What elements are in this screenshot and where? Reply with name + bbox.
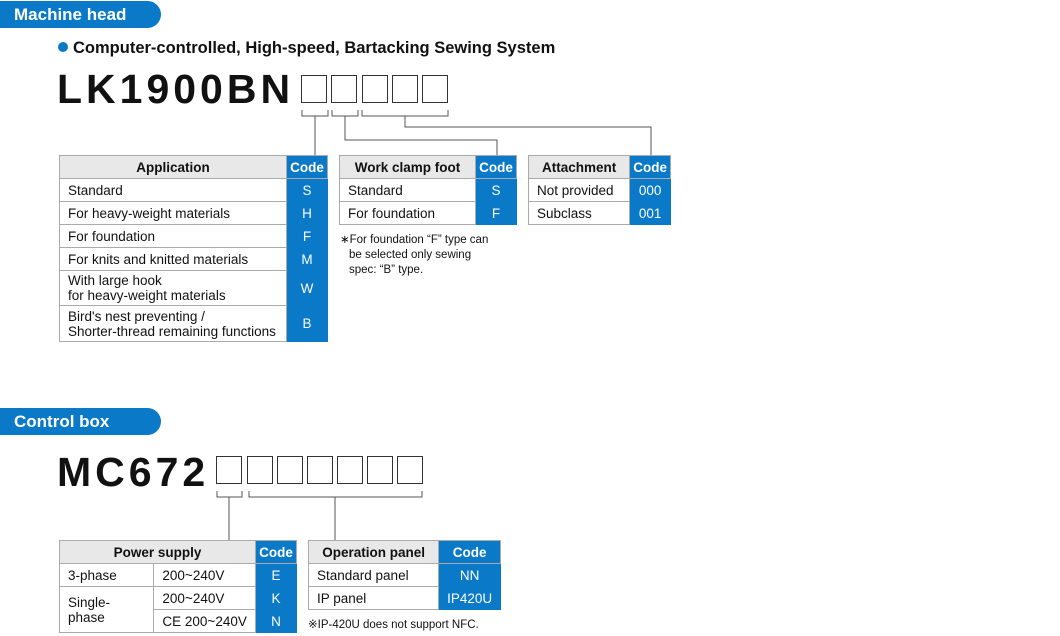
row-code: K bbox=[256, 587, 297, 610]
table-row bbox=[60, 587, 297, 610]
subtitle-text: Computer-controlled, High-speed, Bartacking Sewing System bbox=[73, 39, 556, 57]
row-label: Standard bbox=[340, 179, 476, 202]
code-box bbox=[301, 75, 327, 103]
code-box bbox=[337, 456, 363, 484]
row-label: For foundation bbox=[340, 202, 476, 225]
row-label: Subclass bbox=[529, 202, 630, 225]
code-box bbox=[422, 75, 448, 103]
section-label-machine-head: Machine head bbox=[0, 1, 161, 28]
row-code: M bbox=[287, 248, 328, 271]
work-clamp-note bbox=[340, 233, 488, 278]
table-row bbox=[60, 202, 328, 225]
row-label-line: With large hook bbox=[68, 273, 162, 288]
row-label: For heavy-weight materials bbox=[60, 202, 287, 225]
row-label: For foundation bbox=[60, 225, 287, 248]
attachment-header: Attachment bbox=[529, 156, 630, 179]
table-row bbox=[60, 179, 328, 202]
code-box bbox=[307, 456, 333, 484]
voltage-cell: 200~240V bbox=[154, 564, 256, 587]
row-code: N bbox=[256, 610, 297, 633]
model-lk1900bn: LK1900BN bbox=[57, 66, 295, 112]
row-label-line: Shorter-thread remaining functions bbox=[68, 323, 276, 339]
operation-panel-header: Operation panel bbox=[309, 541, 439, 564]
row-code: NN bbox=[439, 564, 501, 587]
row-code: 001 bbox=[630, 202, 671, 225]
code-box bbox=[367, 456, 393, 484]
code-header: Code bbox=[256, 541, 297, 564]
code-box bbox=[216, 456, 242, 484]
phase-cell: 3-phase bbox=[60, 564, 154, 587]
code-box bbox=[392, 75, 418, 103]
row-label-line: for heavy-weight materials bbox=[68, 288, 226, 303]
application-table bbox=[59, 155, 328, 342]
table-row bbox=[340, 179, 517, 202]
power-supply-header: Power supply bbox=[60, 541, 256, 564]
row-label: Standard panel bbox=[309, 564, 439, 587]
table-row bbox=[60, 248, 328, 271]
table-row bbox=[529, 179, 671, 202]
row-code: B bbox=[287, 306, 328, 342]
table-row bbox=[60, 306, 328, 342]
row-label: Standard bbox=[60, 179, 287, 202]
table-row bbox=[309, 587, 501, 610]
application-header: Application bbox=[60, 156, 287, 179]
row-label: For knits and knitted materials bbox=[60, 248, 287, 271]
model-mc672: MC672 bbox=[57, 449, 210, 495]
power-supply-table bbox=[59, 540, 297, 633]
table-row bbox=[309, 564, 501, 587]
code-header: Code bbox=[439, 541, 501, 564]
table-row bbox=[60, 225, 328, 248]
code-header: Code bbox=[630, 156, 671, 179]
code-box bbox=[331, 75, 357, 103]
code-header: Code bbox=[476, 156, 517, 179]
code-box bbox=[397, 456, 423, 484]
row-label: Not provided bbox=[529, 179, 630, 202]
row-code: W bbox=[287, 271, 328, 306]
code-box bbox=[247, 456, 273, 484]
work-clamp-header: Work clamp foot bbox=[340, 156, 476, 179]
phase-cell: Single-phase bbox=[60, 587, 154, 633]
row-code: S bbox=[476, 179, 517, 202]
bullet-icon bbox=[58, 42, 68, 52]
row-code: S bbox=[287, 179, 328, 202]
work-clamp-table bbox=[339, 155, 517, 225]
attachment-table bbox=[528, 155, 671, 225]
voltage-cell: CE 200~240V bbox=[154, 610, 256, 633]
row-label: IP panel bbox=[309, 587, 439, 610]
section-label-control-box: Control box bbox=[0, 408, 161, 435]
table-row bbox=[340, 202, 517, 225]
product-subtitle bbox=[58, 39, 555, 58]
row-code: F bbox=[287, 225, 328, 248]
row-label bbox=[60, 306, 287, 342]
voltage-cell: 200~240V bbox=[154, 587, 256, 610]
panel-note: ※IP-420U does not support NFC. bbox=[308, 619, 479, 631]
row-code: F bbox=[476, 202, 517, 225]
code-header: Code bbox=[287, 156, 328, 179]
code-box bbox=[362, 75, 388, 103]
code-box bbox=[277, 456, 303, 484]
note-line: spec: “B” type. bbox=[349, 264, 424, 276]
row-code: H bbox=[287, 202, 328, 225]
note-line: ∗For foundation “F” type can bbox=[340, 234, 489, 246]
table-row bbox=[60, 271, 328, 306]
note-line: be selected only sewing bbox=[349, 249, 472, 261]
row-label bbox=[60, 271, 287, 306]
table-row bbox=[529, 202, 671, 225]
row-code: 000 bbox=[630, 179, 671, 202]
row-code: IP420U bbox=[439, 587, 501, 610]
operation-panel-table bbox=[308, 540, 501, 610]
table-row bbox=[60, 564, 297, 587]
row-code: E bbox=[256, 564, 297, 587]
row-label-line: Bird's nest preventing / bbox=[68, 308, 205, 324]
